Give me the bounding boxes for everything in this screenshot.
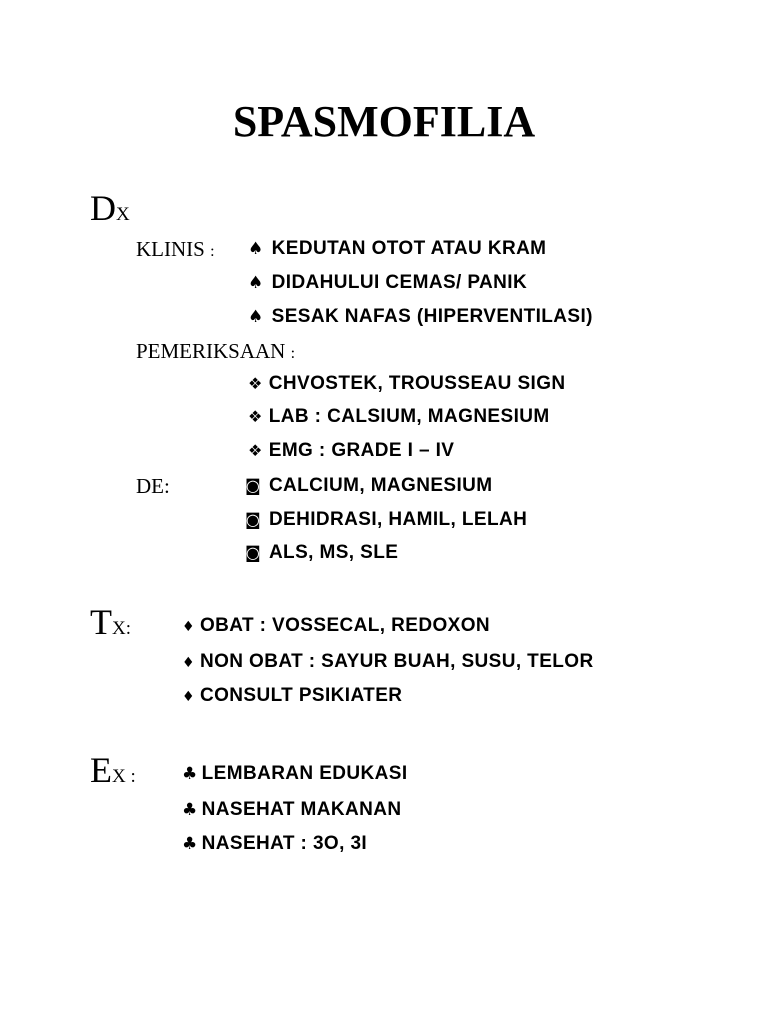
tx-item-text: OBAT : VOSSECAL, REDOXON: [199, 615, 490, 636]
pemeriksaan-item: [248, 439, 454, 463]
club-bullet-icon: ♣: [182, 764, 198, 784]
section-ex-letter: E: [90, 750, 112, 790]
klinis-item: [248, 271, 527, 295]
pemeriksaan-label: [136, 338, 295, 367]
diamond-bullet-icon: ♦: [182, 655, 195, 671]
klinis-item: [248, 305, 593, 329]
de-label: DE:: [136, 474, 170, 498]
diamond-cross-bullet-icon: ❖: [248, 441, 263, 460]
section-dx-letter: D: [90, 188, 116, 228]
page-title: SPASMOFILIA: [232, 97, 536, 146]
diamond-cross-bullet-icon: ❖: [248, 407, 263, 426]
klinis-item: [248, 237, 546, 261]
de-item: [245, 541, 398, 565]
de-item-text: CALCIUM, MAGNESIUM: [268, 475, 493, 496]
ex-item: [182, 762, 408, 786]
ex-item-text: LEMBARAN EDUKASI: [201, 763, 408, 784]
pemeriksaan-item-text: LAB : CALSIUM, MAGNESIUM: [268, 406, 550, 427]
section-dx-suffix: X: [116, 204, 130, 225]
inverse-circle-bullet-icon: ◙: [245, 510, 261, 529]
de-item-text: ALS, MS, SLE: [268, 542, 399, 563]
inverse-circle-bullet-icon: ◙: [245, 543, 261, 562]
tx-item: [182, 650, 594, 675]
diamond-bullet-icon: ♦: [182, 619, 195, 635]
klinis-label-text: KLINIS: [136, 237, 205, 261]
klinis-item-text: DIDAHULUI CEMAS/ PANIK: [271, 272, 528, 293]
klinis-item-text: SESAK NAFAS (HIPERVENTILASI): [271, 306, 593, 327]
ex-item-text: NASEHAT MAKANAN: [201, 799, 402, 820]
tx-item: [182, 614, 490, 639]
tx-item-text: NON OBAT : SAYUR BUAH, SUSU, TELOR: [199, 651, 594, 672]
club-bullet-icon: ♣: [182, 834, 198, 854]
ex-item: [182, 832, 367, 856]
inverse-circle-bullet-icon: ◙: [245, 476, 261, 495]
section-ex-heading: [90, 750, 136, 790]
klinis-label: [136, 236, 215, 265]
klinis-label-colon: :: [210, 243, 215, 260]
section-ex-suffix: X :: [112, 766, 136, 787]
diamond-bullet-icon: ♦: [182, 689, 195, 705]
ex-item-text: NASEHAT : 3O, 3I: [201, 833, 368, 854]
pemeriksaan-item: [248, 405, 550, 429]
section-tx-heading: [90, 602, 131, 642]
pemeriksaan-label-colon: :: [290, 345, 296, 362]
pemeriksaan-label-text: PEMERIKSAAN: [136, 339, 286, 363]
pemeriksaan-item: [248, 372, 566, 396]
klinis-item-text: KEDUTAN OTOT ATAU KRAM: [271, 238, 547, 259]
tx-item-text: CONSULT PSIKIATER: [199, 685, 403, 706]
de-item-text: DEHIDRASI, HAMIL, LELAH: [268, 509, 528, 530]
ex-item: [182, 798, 402, 822]
pemeriksaan-item-text: CHVOSTEK, TROUSSEAU SIGN: [268, 373, 566, 394]
section-tx-letter: T: [90, 602, 112, 642]
de-item: [245, 508, 527, 532]
section-tx-suffix: X:: [112, 618, 131, 639]
pemeriksaan-item-text: EMG : GRADE I – IV: [268, 440, 455, 461]
club-bullet-icon: ♣: [182, 800, 198, 820]
de-item: [245, 474, 493, 498]
diamond-cross-bullet-icon: ❖: [248, 374, 263, 393]
spade-bullet-icon: ♠: [248, 273, 264, 293]
spade-bullet-icon: ♠: [248, 307, 264, 327]
spade-bullet-icon: ♠: [248, 239, 264, 259]
section-dx-heading: [90, 188, 130, 228]
tx-item: [182, 684, 402, 709]
